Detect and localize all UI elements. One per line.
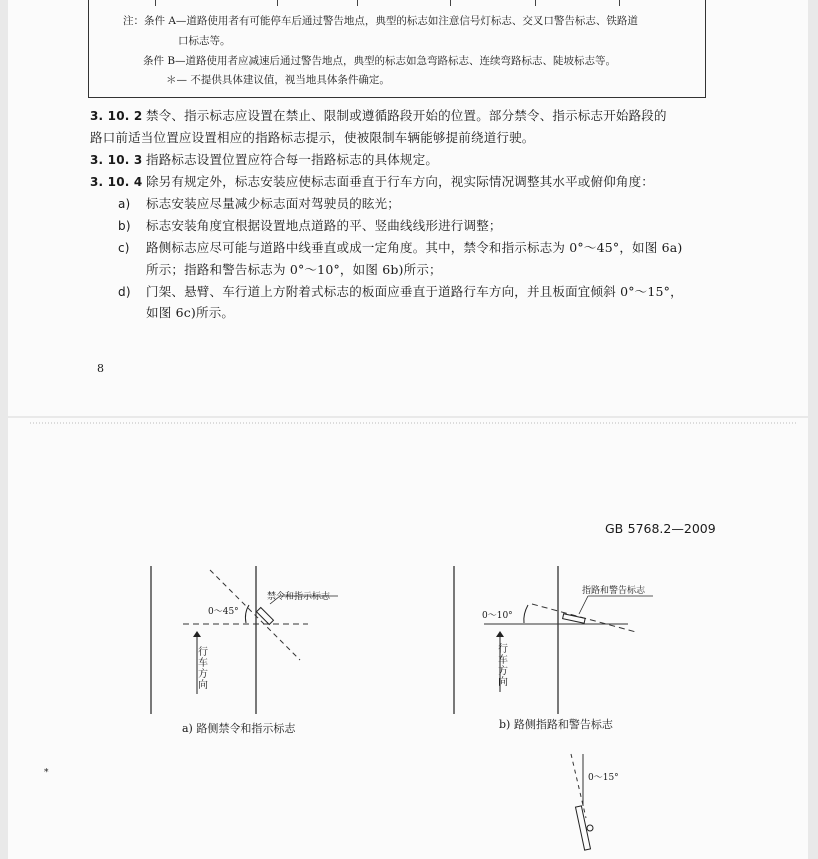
- document-page-8: [8, 0, 808, 416]
- clause-3-10-3: [90, 150, 438, 168]
- leader-line: [579, 596, 588, 614]
- figure-c-diagram: [571, 754, 593, 850]
- angle-arc: [524, 605, 528, 623]
- list-item-c: [118, 238, 683, 256]
- clause-text: 指路标志设置位置应符合每一指路标志的具体规定。: [146, 152, 439, 167]
- list-item-label: d): [118, 285, 131, 299]
- clause-text: 禁令、指示标志应设置在禁止、限制或遵循路段开始的位置。部分禁令、指示标志开始路段的: [146, 108, 667, 123]
- support-bolt: [587, 825, 593, 831]
- list-item-text: 标志安装角度宜根据设置地点道路的平、竖曲线线形进行调整；: [146, 218, 502, 233]
- note-line: 条件 B—道路使用者应减速后通过警告地点，典型的标志如急弯路标志、连续弯路标志、陡坡标志等。: [143, 55, 617, 67]
- clause-number: 3. 10. 4: [90, 175, 143, 189]
- clause-text-continued: 路口前适当位置应设置相应的指路标志提示，使被限制车辆能够提前绕道行驶。: [90, 130, 535, 145]
- sign-label: 指路和警告标志: [582, 586, 646, 596]
- figure-a-caption: a) 路侧禁令和指示标志: [182, 722, 296, 735]
- list-item-text-continued: 所示；指路和警告标志为 0°～10°，如图 6b)所示；: [146, 262, 442, 277]
- clause-3-10-2: [90, 106, 667, 124]
- page-number: 8: [97, 362, 104, 375]
- angle-label: 0～10°: [482, 611, 513, 621]
- clause-number: 3. 10. 3: [90, 153, 143, 167]
- angle-arc: [245, 605, 249, 623]
- document-page-9: [8, 418, 808, 859]
- installation-angle-diagrams: [8, 418, 808, 859]
- note-line: 口标志等。: [178, 35, 231, 47]
- note-line: 注：条件 A—道路使用者有可能停车后通过警告地点，典型的标志如注意信号灯标志、交叉口警告标志、铁路道: [123, 15, 638, 27]
- note-line: ＊— 不提供具体建议值，视当地具体条件确定。: [166, 74, 390, 86]
- list-item-label: a): [118, 197, 131, 211]
- standard-code: 5768.2—2009: [627, 521, 716, 536]
- list-item-b: [118, 216, 502, 234]
- list-item-text-continued: 如图 6c)所示。: [146, 305, 235, 320]
- table-column-tick: [155, 0, 156, 6]
- list-item-text: 门架、悬臂、车行道上方附着式标志的板面应垂直于道路行车方向，并且板面宜倾斜 0°～15°，: [146, 284, 683, 299]
- sign-board: [575, 806, 590, 850]
- table-column-tick: [535, 0, 536, 6]
- angle-dashed-line: [571, 754, 586, 818]
- sign-label: 禁令和指示标志: [267, 592, 331, 602]
- traffic-direction-label: 行车方向: [498, 644, 508, 688]
- traffic-direction-label: 行车方向: [198, 647, 208, 691]
- clause-3-10-4: [90, 172, 654, 190]
- stray-mark: *: [44, 768, 49, 778]
- figure-b-caption: b) 路侧指路和警告标志: [499, 718, 613, 731]
- standard-code-prefix: GB: [605, 521, 624, 536]
- clause-text: 除另有规定外，标志安装应使标志面垂直于行车方向，视实际情况调整其水平或俯仰角度：: [146, 174, 655, 189]
- clause-number: 3. 10. 2: [90, 109, 143, 123]
- list-item-text: 标志安装应尽量减少标志面对驾驶员的眩光；: [146, 196, 401, 211]
- table-column-tick: [357, 0, 358, 6]
- list-item-a: [118, 194, 400, 212]
- list-item-text: 路侧标志应尽可能与道路中线垂直或成一定角度。其中，禁令和指示标志为 0°～45°，如图 6a): [146, 240, 683, 255]
- angle-label: 0～15°: [588, 773, 619, 783]
- list-item-d: [118, 282, 683, 300]
- sign-board: [257, 608, 274, 625]
- list-item-label: c): [118, 241, 130, 255]
- list-item-label: b): [118, 219, 131, 233]
- table-column-tick: [450, 0, 451, 6]
- table-column-tick: [277, 0, 278, 6]
- table-column-tick: [619, 0, 620, 6]
- angle-label: 0～45°: [208, 607, 239, 617]
